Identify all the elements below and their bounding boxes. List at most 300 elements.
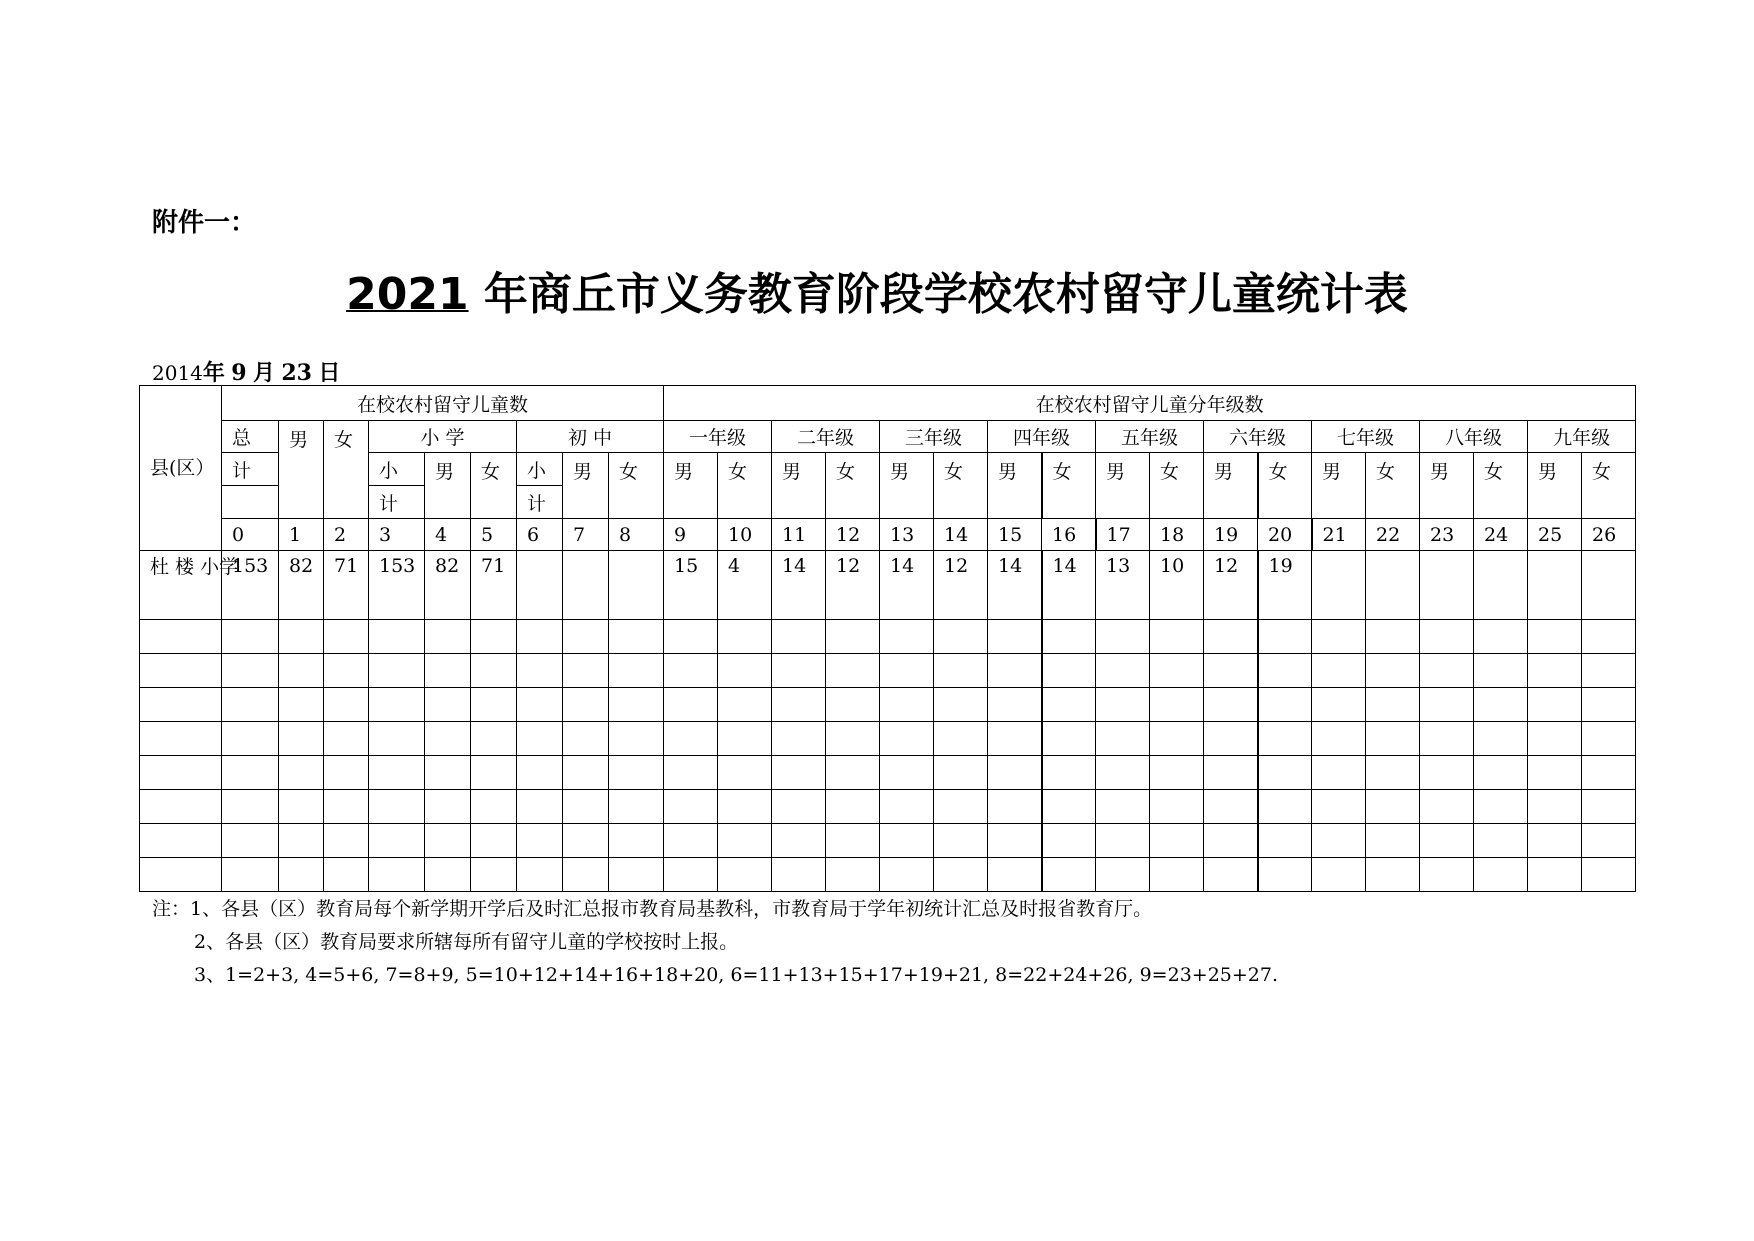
empty-cell — [988, 688, 1042, 722]
empty-cell — [1420, 722, 1474, 756]
index-cell: 22 — [1366, 519, 1420, 551]
empty-cell — [222, 790, 279, 824]
empty-cell — [1042, 722, 1096, 756]
empty-cell — [934, 688, 988, 722]
empty-cell — [1312, 790, 1366, 824]
data-cell — [1474, 551, 1528, 620]
empty-cell — [1420, 858, 1474, 892]
data-cell: 10 — [1150, 551, 1204, 620]
empty-cell — [988, 790, 1042, 824]
data-cell — [1366, 551, 1420, 620]
date-month: 9 — [231, 360, 247, 386]
empty-cell — [1366, 688, 1420, 722]
total-header-bottom: 计 — [222, 453, 279, 486]
date-day-char: 日 — [318, 360, 341, 386]
index-cell: 18 — [1150, 519, 1204, 551]
empty-cell — [826, 688, 880, 722]
empty-cell — [425, 688, 471, 722]
empty-cell — [880, 654, 934, 688]
empty-cell — [1366, 722, 1420, 756]
empty-cell — [471, 824, 517, 858]
index-cell: 21 — [1312, 519, 1366, 551]
index-cell: 26 — [1582, 519, 1636, 551]
index-cell: 9 — [664, 519, 718, 551]
index-cell: 19 — [1204, 519, 1258, 551]
empty-cell — [1366, 620, 1420, 654]
empty-cell — [1258, 790, 1312, 824]
empty-cell — [1474, 858, 1528, 892]
empty-cell — [563, 858, 609, 892]
empty-cell — [1420, 620, 1474, 654]
grade-header: 六年级 — [1204, 421, 1312, 453]
empty-cell — [1582, 756, 1636, 790]
empty-cell — [772, 756, 826, 790]
empty-cell — [772, 654, 826, 688]
data-cell: 82 — [425, 551, 471, 620]
index-cell: 17 — [1096, 519, 1150, 551]
empty-cell — [369, 688, 425, 722]
data-cell — [563, 551, 609, 620]
empty-cell — [1312, 654, 1366, 688]
grade-male-header: 男 — [772, 453, 826, 519]
title-year: 2021 — [346, 269, 469, 320]
index-cell: 0 — [222, 519, 279, 551]
empty-cell — [1096, 688, 1150, 722]
grade-female-header: 女 — [1258, 453, 1312, 519]
empty-cell — [324, 858, 369, 892]
empty-cell — [517, 824, 563, 858]
empty-cell — [140, 858, 222, 892]
empty-cell — [664, 790, 718, 824]
attachment-label: 附件一： — [152, 208, 257, 238]
empty-cell — [517, 654, 563, 688]
junior-subtotal-bottom: 计 — [517, 486, 563, 519]
data-cell: 14 — [772, 551, 826, 620]
empty-cell — [1204, 722, 1258, 756]
empty-cell — [1042, 824, 1096, 858]
empty-cell — [471, 790, 517, 824]
empty-cell — [222, 688, 279, 722]
empty-cell — [279, 620, 324, 654]
empty-cell — [1096, 790, 1150, 824]
empty-cell — [222, 620, 279, 654]
empty-cell — [1528, 824, 1582, 858]
empty-cell — [1420, 756, 1474, 790]
empty-cell — [1474, 790, 1528, 824]
empty-cell — [934, 858, 988, 892]
junior-male-header: 男 — [563, 453, 609, 519]
empty-cell — [718, 654, 772, 688]
empty-cell — [826, 620, 880, 654]
empty-cell — [664, 824, 718, 858]
empty-cell — [772, 620, 826, 654]
empty-cell — [1366, 756, 1420, 790]
empty-cell — [369, 722, 425, 756]
empty-cell — [1420, 654, 1474, 688]
data-cell: 82 — [279, 551, 324, 620]
grade-male-header: 男 — [988, 453, 1042, 519]
empty-cell — [1528, 722, 1582, 756]
title-text: 年商丘市义务教育阶段学校农村留守儿童统计表 — [468, 269, 1408, 320]
empty-cell — [934, 824, 988, 858]
empty-cell — [772, 790, 826, 824]
data-cell — [1312, 551, 1366, 620]
data-cell: 13 — [1096, 551, 1150, 620]
grade-female-header: 女 — [1366, 453, 1420, 519]
grade-header: 二年级 — [772, 421, 880, 453]
empty-cell — [1096, 620, 1150, 654]
empty-cell — [664, 858, 718, 892]
grade-female-header: 女 — [1150, 453, 1204, 519]
table-row — [140, 790, 1636, 824]
empty-cell — [664, 688, 718, 722]
empty-cell — [140, 824, 222, 858]
empty-cell — [1042, 790, 1096, 824]
empty-cell — [324, 722, 369, 756]
data-cell — [1528, 551, 1582, 620]
empty-cell — [140, 722, 222, 756]
grade-header: 九年级 — [1528, 421, 1636, 453]
empty-cell — [471, 654, 517, 688]
empty-cell — [471, 688, 517, 722]
empty-cell — [279, 688, 324, 722]
grade-female-header: 女 — [718, 453, 772, 519]
empty-cell — [279, 858, 324, 892]
empty-cell — [988, 620, 1042, 654]
empty-cell — [563, 790, 609, 824]
empty-cell — [1096, 654, 1150, 688]
empty-cell — [369, 654, 425, 688]
data-cell: 153 — [222, 551, 279, 620]
empty-cell — [718, 858, 772, 892]
empty-cell — [1528, 790, 1582, 824]
empty-cell — [140, 688, 222, 722]
empty-cell — [718, 688, 772, 722]
empty-cell — [471, 722, 517, 756]
empty-cell — [1582, 654, 1636, 688]
empty-cell — [1042, 688, 1096, 722]
index-cell: 3 — [369, 519, 425, 551]
empty-cell — [1150, 620, 1204, 654]
empty-cell — [1528, 688, 1582, 722]
empty-cell — [324, 688, 369, 722]
empty-cell — [140, 654, 222, 688]
empty-cell — [1312, 824, 1366, 858]
junior-header: 初 中 — [517, 421, 664, 453]
note-1: 注：1、各县（区）教育局每个新学期开学后及时汇总报市教育局基教科，市教育局于学年初统计汇总及时报省教育厅。 — [152, 898, 1153, 920]
index-cell: 14 — [934, 519, 988, 551]
empty-cell — [425, 722, 471, 756]
empty-cell — [718, 824, 772, 858]
empty-cell — [1312, 858, 1366, 892]
grade-female-header: 女 — [1042, 453, 1096, 519]
empty-cell — [324, 790, 369, 824]
empty-cell — [880, 824, 934, 858]
group2-header: 在校农村留守儿童分年级数 — [664, 386, 1636, 421]
empty-cell — [1096, 722, 1150, 756]
empty-cell — [222, 654, 279, 688]
empty-cell — [425, 620, 471, 654]
data-cell — [1582, 551, 1636, 620]
junior-subtotal-top: 小 — [517, 453, 563, 486]
empty-cell — [279, 824, 324, 858]
note-3: 3、1=2+3, 4=5+6, 7=8+9, 5=10+12+14+16+18+20, 6=11+13+15+17+19+21, 8=22+24+26, 9=23+25+27. — [194, 964, 1279, 986]
empty-cell — [369, 756, 425, 790]
data-cell: 12 — [826, 551, 880, 620]
empty-cell — [880, 790, 934, 824]
empty-cell — [563, 688, 609, 722]
empty-cell — [1528, 858, 1582, 892]
empty-cell — [664, 620, 718, 654]
empty-cell — [1582, 858, 1636, 892]
empty-cell — [1150, 824, 1204, 858]
empty-cell — [1258, 824, 1312, 858]
empty-cell — [1258, 654, 1312, 688]
empty-cell — [140, 620, 222, 654]
empty-cell — [609, 858, 664, 892]
empty-cell — [517, 722, 563, 756]
empty-cell — [934, 620, 988, 654]
data-cell — [609, 551, 664, 620]
statistics-table — [139, 385, 1636, 892]
empty-cell — [1528, 654, 1582, 688]
index-cell: 25 — [1528, 519, 1582, 551]
data-cell: 14 — [880, 551, 934, 620]
empty-cell — [222, 858, 279, 892]
primary-header: 小 学 — [369, 421, 517, 453]
table-row — [140, 620, 1636, 654]
empty-cell — [1042, 858, 1096, 892]
empty-cell — [471, 858, 517, 892]
empty-cell — [222, 824, 279, 858]
empty-cell — [1582, 620, 1636, 654]
index-cell: 15 — [988, 519, 1042, 551]
empty-cell — [517, 620, 563, 654]
empty-cell — [517, 790, 563, 824]
empty-cell — [609, 790, 664, 824]
empty-cell — [880, 722, 934, 756]
index-cell: 20 — [1258, 519, 1312, 551]
empty-cell — [609, 654, 664, 688]
data-cell: 153 — [369, 551, 425, 620]
empty-cell — [324, 620, 369, 654]
empty-cell — [1150, 858, 1204, 892]
county-header: 县(区） — [140, 386, 222, 551]
empty-cell — [934, 654, 988, 688]
primary-subtotal-bottom: 计 — [369, 486, 425, 519]
empty-cell — [988, 824, 1042, 858]
empty-cell — [718, 756, 772, 790]
empty-cell — [718, 620, 772, 654]
empty-cell — [1204, 858, 1258, 892]
empty-cell — [1366, 790, 1420, 824]
empty-cell — [1258, 620, 1312, 654]
notes — [152, 893, 1278, 992]
grade-male-header: 男 — [1528, 453, 1582, 519]
empty-cell — [1096, 858, 1150, 892]
empty-cell — [772, 824, 826, 858]
data-cell: 4 — [718, 551, 772, 620]
empty-cell — [1312, 756, 1366, 790]
empty-cell — [609, 756, 664, 790]
empty-cell — [1312, 722, 1366, 756]
primary-male-header: 男 — [425, 453, 471, 519]
date-month-char: 月 — [252, 360, 275, 386]
table-row — [140, 688, 1636, 722]
empty-cell — [563, 824, 609, 858]
empty-cell — [1204, 688, 1258, 722]
empty-cell — [609, 688, 664, 722]
empty-cell — [140, 756, 222, 790]
table-row — [140, 654, 1636, 688]
empty-cell — [369, 790, 425, 824]
group1-header: 在校农村留守儿童数 — [222, 386, 664, 421]
empty-cell — [609, 824, 664, 858]
empty-cell — [1204, 824, 1258, 858]
data-cell: 71 — [324, 551, 369, 620]
grade-header: 五年级 — [1096, 421, 1204, 453]
data-cell: 19 — [1258, 551, 1312, 620]
empty-cell — [826, 824, 880, 858]
empty-cell — [1420, 790, 1474, 824]
index-cell: 11 — [772, 519, 826, 551]
empty-cell — [1420, 688, 1474, 722]
empty-cell — [664, 654, 718, 688]
empty-cell — [563, 756, 609, 790]
empty-cell — [369, 620, 425, 654]
empty-cell — [1366, 858, 1420, 892]
empty-cell — [1204, 756, 1258, 790]
empty-cell — [1366, 654, 1420, 688]
empty-cell — [279, 722, 324, 756]
empty-cell — [324, 824, 369, 858]
empty-cell — [1366, 824, 1420, 858]
empty-cell — [934, 790, 988, 824]
empty-cell — [1204, 654, 1258, 688]
empty-cell — [1474, 654, 1528, 688]
empty-cell — [772, 688, 826, 722]
date-year-char: 年 — [202, 360, 225, 386]
empty-cell — [772, 722, 826, 756]
empty-cell — [1204, 620, 1258, 654]
index-cell: 12 — [826, 519, 880, 551]
empty-cell — [1474, 756, 1528, 790]
empty-cell — [1582, 790, 1636, 824]
date-day: 23 — [281, 360, 312, 386]
data-cell — [517, 551, 563, 620]
empty-cell — [1312, 620, 1366, 654]
table-row — [140, 722, 1636, 756]
empty-cell — [1258, 756, 1312, 790]
empty-cell — [1582, 722, 1636, 756]
empty-cell — [324, 756, 369, 790]
empty-cell — [1096, 824, 1150, 858]
data-cell: 14 — [988, 551, 1042, 620]
data-cell: 12 — [1204, 551, 1258, 620]
empty-cell — [718, 722, 772, 756]
note-2: 2、各县（区）教育局要求所辖每所有留守儿童的学校按时上报。 — [194, 931, 739, 953]
empty-cell — [826, 858, 880, 892]
index-cell: 5 — [471, 519, 517, 551]
empty-cell — [517, 858, 563, 892]
empty-cell — [880, 688, 934, 722]
data-cell: 71 — [471, 551, 517, 620]
table-row — [140, 824, 1636, 858]
grade-header: 七年级 — [1312, 421, 1420, 453]
empty-cell — [1582, 824, 1636, 858]
grade-male-header: 男 — [1420, 453, 1474, 519]
grade-male-header: 男 — [664, 453, 718, 519]
data-cell — [1420, 551, 1474, 620]
index-cell: 2 — [324, 519, 369, 551]
female-header: 女 — [324, 421, 369, 519]
empty-cell — [324, 654, 369, 688]
grade-female-header: 女 — [1582, 453, 1636, 519]
empty-cell — [1474, 688, 1528, 722]
empty-cell — [609, 620, 664, 654]
grade-female-header: 女 — [826, 453, 880, 519]
empty-cell — [471, 756, 517, 790]
data-cell: 12 — [934, 551, 988, 620]
empty-cell — [563, 620, 609, 654]
empty-cell — [1150, 654, 1204, 688]
empty-cell — [664, 756, 718, 790]
empty-cell — [934, 756, 988, 790]
index-cell: 13 — [880, 519, 934, 551]
index-cell: 8 — [609, 519, 664, 551]
index-cell: 6 — [517, 519, 563, 551]
empty-cell — [279, 654, 324, 688]
empty-cell — [1150, 722, 1204, 756]
empty-cell — [988, 722, 1042, 756]
primary-female-header: 女 — [471, 453, 517, 519]
empty-cell — [1258, 688, 1312, 722]
primary-subtotal-top: 小 — [369, 453, 425, 486]
page-title — [0, 258, 1754, 322]
empty-cell — [880, 620, 934, 654]
empty-cell — [1258, 722, 1312, 756]
empty-cell — [880, 858, 934, 892]
empty-cell — [934, 722, 988, 756]
empty-cell — [988, 858, 1042, 892]
index-cell: 24 — [1474, 519, 1528, 551]
empty-cell — [1258, 858, 1312, 892]
empty-cell — [826, 654, 880, 688]
total-header-blank — [222, 486, 279, 519]
empty-cell — [425, 756, 471, 790]
grade-male-header: 男 — [880, 453, 934, 519]
empty-cell — [1528, 756, 1582, 790]
grade-header: 一年级 — [664, 421, 772, 453]
grade-female-header: 女 — [1474, 453, 1528, 519]
table-row — [140, 858, 1636, 892]
male-header: 男 — [279, 421, 324, 519]
empty-cell — [1150, 688, 1204, 722]
empty-cell — [425, 858, 471, 892]
grade-header: 三年级 — [880, 421, 988, 453]
empty-cell — [1042, 620, 1096, 654]
empty-cell — [517, 688, 563, 722]
empty-cell — [369, 858, 425, 892]
empty-cell — [1474, 722, 1528, 756]
empty-cell — [1312, 688, 1366, 722]
empty-cell — [1474, 620, 1528, 654]
grade-header: 八年级 — [1420, 421, 1528, 453]
empty-cell — [1042, 756, 1096, 790]
empty-cell — [1582, 688, 1636, 722]
empty-cell — [988, 654, 1042, 688]
empty-cell — [279, 790, 324, 824]
